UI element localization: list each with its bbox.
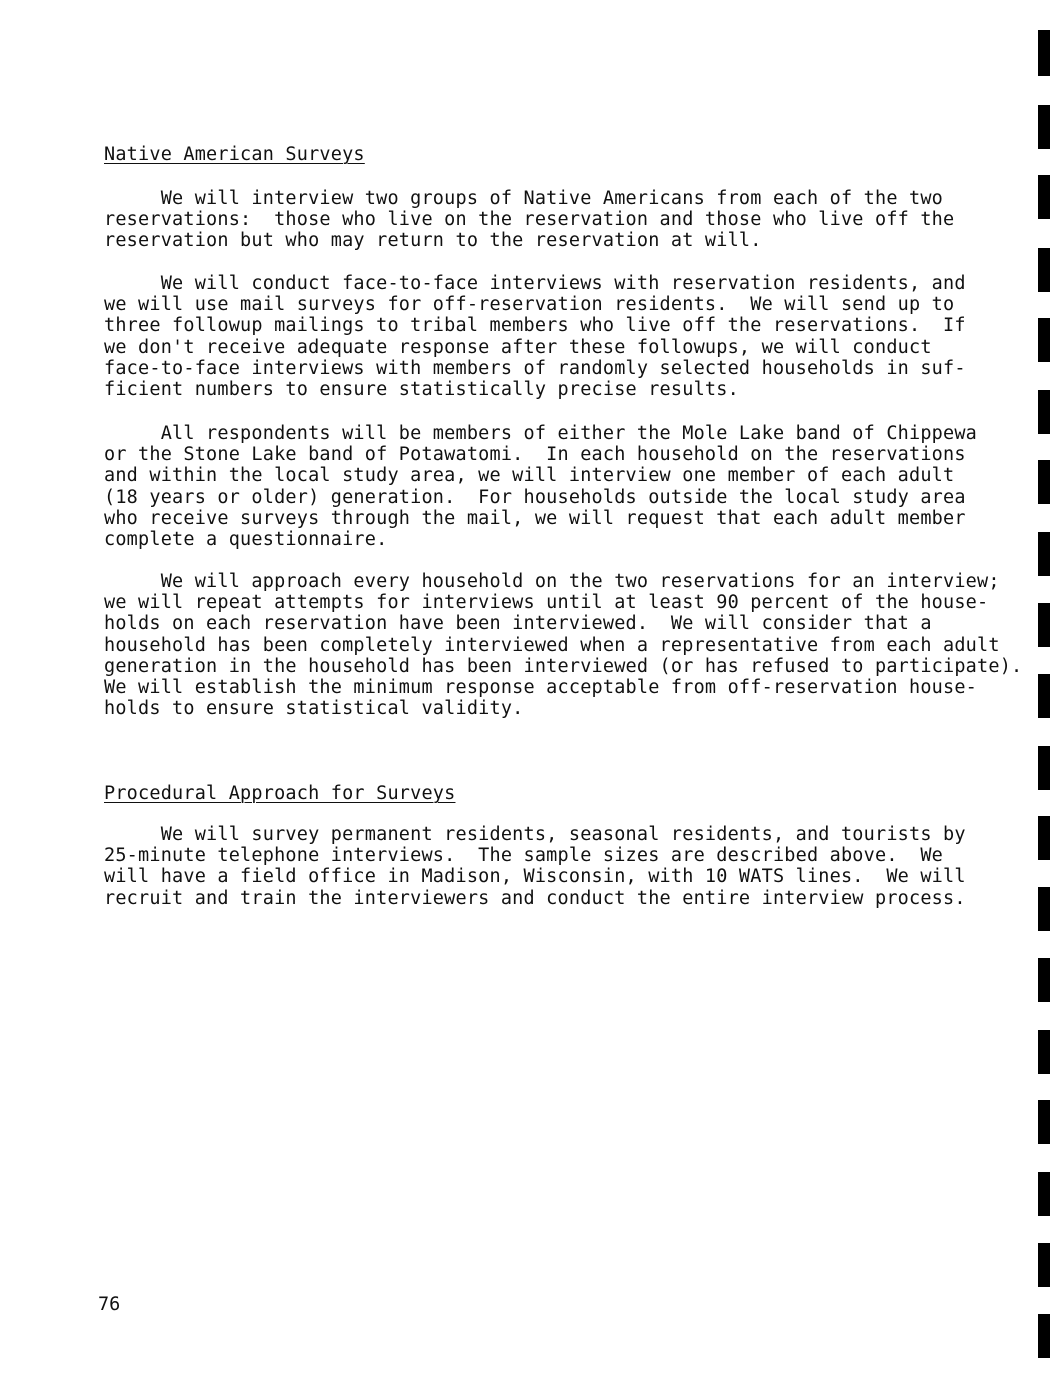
- binding-mark: [1038, 746, 1050, 790]
- binding-mark: [1038, 390, 1050, 434]
- binding-mark: [1038, 674, 1050, 718]
- binding-mark: [1038, 1314, 1050, 1358]
- binding-mark: [1038, 816, 1050, 860]
- binding-mark: [1038, 105, 1050, 149]
- text-line: We will conduct face-to-face interviews with reservation residents, and: [104, 273, 966, 294]
- binding-mark: [1038, 248, 1050, 292]
- text-line: complete a questionnaire.: [104, 528, 388, 550]
- text-line: holds on each reservation have been interviewed. We will consider that a: [104, 613, 932, 635]
- text-line: (18 years or older) generation. For households outside the local study area: [104, 486, 966, 508]
- text-line: or the Stone Lake band of Potawatomi. In each household on the reservations: [104, 444, 966, 466]
- text-line: and within the local study area, we will interview one member of each adult: [104, 465, 955, 487]
- binding-mark: [1038, 30, 1050, 76]
- binding-marks: [1038, 0, 1052, 1380]
- text-line: will have a field office in Madison, Wisconsin, with 10 WATS lines. We will: [104, 866, 966, 888]
- binding-mark: [1038, 1172, 1050, 1216]
- text-line: generation in the household has been interviewed (or has refused to participate).: [104, 655, 1023, 677]
- binding-mark: [1038, 603, 1050, 647]
- text-line: We will interview two groups of Native Americans from each of the two: [104, 188, 944, 209]
- binding-mark: [1038, 887, 1050, 931]
- paragraph-native-american-2: [104, 273, 984, 400]
- text-line: household has been completely interviewed when a representative from each adult: [104, 634, 1000, 656]
- text-line: face-to-face interviews with members of randomly selected households in suf-: [104, 357, 966, 379]
- text-line: we will use mail surveys for off-reservation residents. We will send up to: [104, 294, 955, 316]
- text-line: three followup mailings to tribal members who live off the reservations. If: [104, 315, 966, 337]
- text-line: reservations: those who live on the reservation and those who live off the: [104, 209, 955, 231]
- text-line: 25-minute telephone interviews. The sample sizes are described above. We: [104, 845, 944, 867]
- binding-mark: [1038, 1243, 1050, 1287]
- binding-mark: [1038, 1030, 1050, 1074]
- text-line: holds to ensure statistical validity.: [104, 698, 524, 720]
- section-heading-procedural-approach: Procedural Approach for Surveys: [104, 783, 456, 804]
- text-line: We will establish the minimum response acceptable from off-reservation house-: [104, 676, 978, 698]
- text-line: recruit and train the interviewers and conduct the entire interview process.: [104, 887, 966, 909]
- text-line: All respondents will be members of either the Mole Lake band of Chippewa: [104, 423, 978, 444]
- binding-mark: [1038, 958, 1050, 1002]
- binding-mark: [1038, 318, 1050, 362]
- paragraph-native-american-4: [104, 571, 1023, 720]
- paragraph-native-american-3: [104, 423, 984, 550]
- binding-mark: [1038, 1100, 1050, 1144]
- text-line: who receive surveys through the mail, we will request that each adult member: [104, 507, 966, 529]
- section-heading-native-american-surveys: Native American Surveys: [104, 144, 365, 165]
- text-line: we don't receive adequate response after these followups, we will conduct: [104, 336, 932, 358]
- paragraph-native-american-1: [104, 188, 984, 252]
- text-line: We will approach every household on the two reservations for an interview;: [104, 571, 1000, 592]
- binding-mark: [1038, 460, 1050, 504]
- paragraph-procedural-approach: [104, 824, 984, 909]
- binding-mark: [1038, 532, 1050, 576]
- binding-mark: [1038, 175, 1050, 219]
- page-number: 76: [98, 1294, 121, 1315]
- text-line: reservation but who may return to the reservation at will.: [104, 230, 762, 252]
- text-line: we will repeat attempts for interviews until at least 90 percent of the house-: [104, 592, 989, 614]
- text-line: We will survey permanent residents, seasonal residents, and tourists by: [104, 824, 966, 845]
- text-line: ficient numbers to ensure statistically precise results.: [104, 378, 739, 400]
